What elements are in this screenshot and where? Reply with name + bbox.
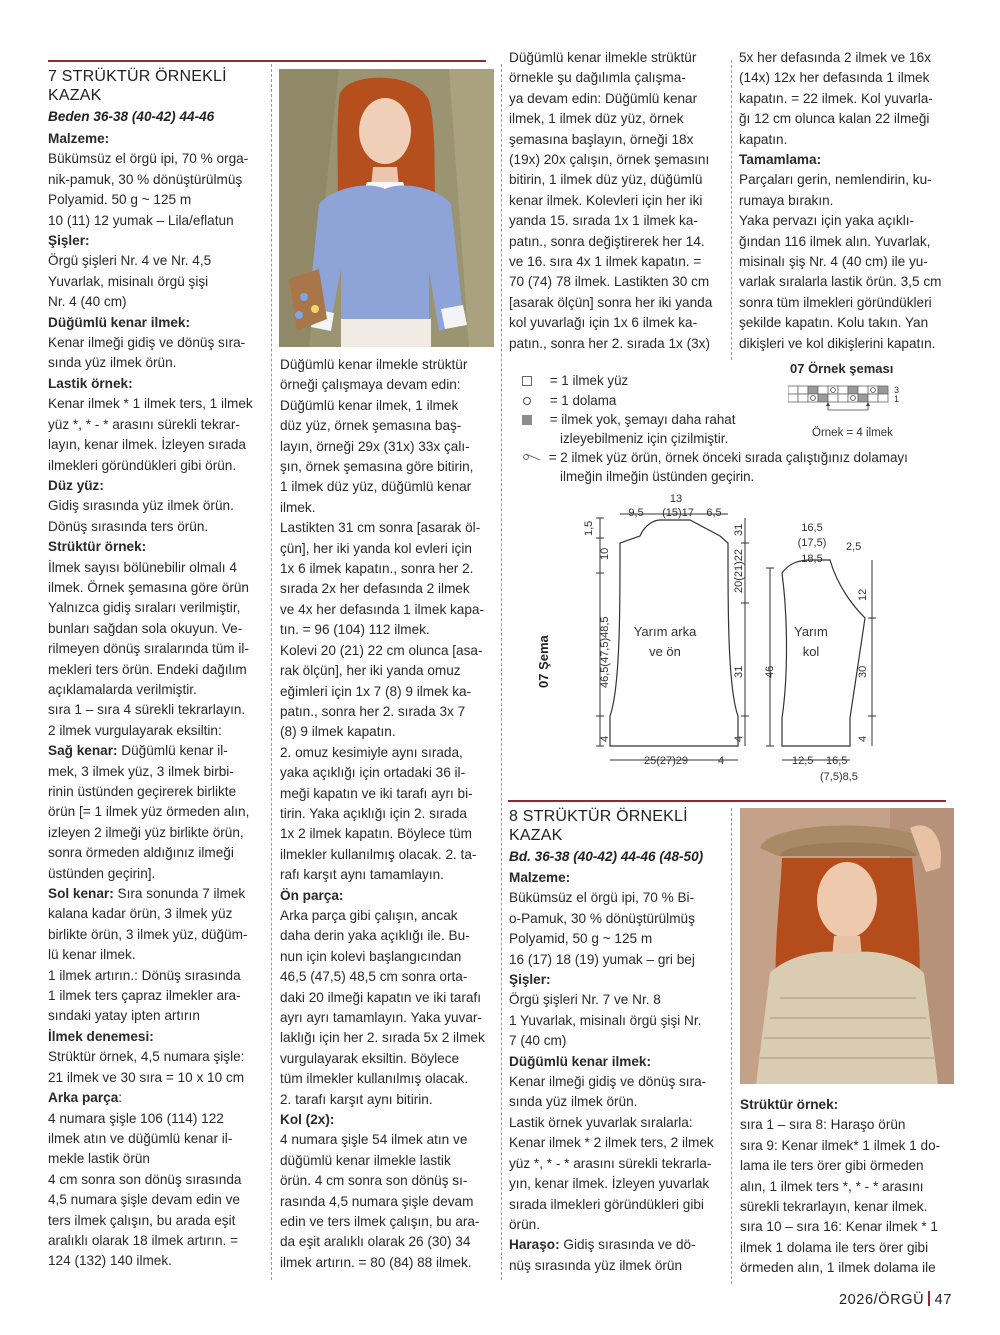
dim-sleeve-18-5: 18,5 [801,553,823,565]
text-line: ilmek. Örnek şemasına göre örün [48,579,249,595]
text-line [48,741,264,761]
text-line: rinin üstünden geçirerek birlikte [48,784,237,799]
text-line: mek, 3 ilmek yüz, 3 ilmek birbi- [48,763,234,779]
text-line: yaka açıklığı için ortadaki 36 il- [280,765,466,781]
text-line: ğından 116 ilmek alın. Yuvarlak, [739,233,931,249]
text-line: sonra örmeden aldığınız ilmeği [48,845,234,861]
column-divider-3 [731,60,732,360]
pattern-8-title-line1: 8 STRÜKTÜR ÖRNEKLİ [509,808,688,825]
magazine-issue: 2026/ÖRGÜ [838,1292,925,1308]
woman-lilac-sweater-image [279,69,494,347]
text-line: Düğümlü kenar ilmek: [48,314,191,330]
text-line: dikişleri ve kol dikişlerini kapatın. [739,335,936,351]
pattern-7-title-line1: 7 STRÜKTÜR ÖRNEKLİ [48,68,227,85]
text-line: Kolevi 20 (21) 22 cm olunca [asa- [280,642,483,658]
text-line: Strüktür örnek, 4,5 numara şişle: [48,1049,245,1065]
pattern-8-title-line2: KAZAK [509,826,563,844]
pattern-7-size: Beden 36-38 (40-42) 44-46 [48,109,215,124]
text-line [48,1088,264,1108]
text-line: Ön parça: [280,887,344,903]
page-footer [839,1291,952,1308]
text-line: ilmek 1 dolama ile ters örer gibi [740,1239,929,1255]
text-line: Kenar ilmeği gidiş ve dönüş sıra- [509,1074,707,1090]
text-line-lead: Haraşo: [509,1237,564,1253]
text-line: 70 (74) 78 ilmek. Lastikten 30 cm [509,274,710,290]
text-line: meği kapatın ve iki tarafı ayrı bi- [280,785,473,801]
dim-sleeve-17-5: (17,5) [797,537,827,549]
text-line: şın, örnek şemasına göre bitirin, [280,459,474,475]
text-line: kapatın. = 22 ilmek. Kol yuvarla- [739,90,933,106]
legend-item-yarnover: = 1 dolama [522,391,616,410]
text-line: 16 (17) 18 (19) yumak – gri bej [509,951,695,967]
text-line: açıklamalarda verilmiştir. [48,681,197,697]
text-line: (14x) 12x her defasında 1 ilmek [739,70,930,86]
pattern-8-column-2 [740,1095,955,1279]
dim-left-10: 10 [599,547,611,560]
text-line: 124 (132) 140 ilmek. [48,1253,172,1269]
text-line: 2. tarafı karşıt aynı bitirin. [280,1091,433,1107]
text-line: Düğümlü kenar ilmek: [509,1053,652,1069]
text-line: Malzeme: [48,131,110,146]
text-line-lead: Sol kenar: [48,886,118,902]
text-line: o-Pamuk, 30 % dönüştürülmüş [509,910,695,926]
text-line-lead: Arka parça [48,1090,119,1106]
text-line: ilmek atın ve düğümlü kenar il- [48,1130,233,1146]
text-line: 1 ilmek ters çapraz ilmekler ara- [48,988,241,1004]
text-line: üstünden geçirin]. [48,865,156,881]
text-line: kenar ilmek. Kolevleri için her iki [509,192,703,208]
text-line: kol yuvarlağı için 1x 6 ilmek ka- [509,315,698,331]
text-line: Polyamid. 50 g ~ 125 m [48,192,192,208]
text-line: Kol (2x): [280,1112,335,1128]
text-line: rumaya bırakın. [739,192,834,208]
page-number: 47 [934,1292,952,1308]
text-line: yın, kenar ilmek. İzleyen yuvarlak [509,1176,710,1192]
column-divider-2 [501,64,502,1280]
dim-sleeve-16-5: 16,5 [801,522,823,534]
text-line: Arka parça gibi çalışın, ancak [280,907,458,923]
dim-left-1-5: 1,5 [583,520,595,536]
text-line: patın., sonra her 2. sırada 3x 7 [280,703,466,719]
text-line: kapatın. [739,131,788,147]
text-line: Parçaları gerin, nemlendirin, ku- [739,172,932,188]
stitch-chart-row-3-label: 3 [894,385,900,395]
text-line: varlak sıralarla lastik örün. 3,5 cm [739,274,942,290]
text-line: Lastikten 31 cm sonra [asarak öl- [280,520,481,536]
text-line: İlmek denemesi: [48,1028,154,1044]
text-line: yanda 15. sırada 1x 1 ilmek ka- [509,213,698,229]
body-label-2: ve ön [649,644,681,659]
text-line: edin ve ters ilmek çalışın, bu ara- [280,1214,480,1230]
text-line: Polyamid, 50 g ~ 125 m [509,931,653,947]
text-line: patın., sonra her 2. sırada 1x (3x) [509,335,710,351]
text-line: laklığı için her 2. sırada 5x 2 ilmek [280,1030,485,1046]
chart-legend [522,371,952,491]
text-line: eğimleri için 1x 7 (8) 9 ilmek ka- [280,683,472,699]
dim-left-46-5: 46,5(47,5)48,5 [599,616,611,688]
text-line [509,1235,725,1255]
text-line: alın, 1 ilmek ters *, * - * arasını [740,1178,924,1194]
text-line: rilmeyen dönüş sıralarında tüm il- [48,641,249,657]
section-rule-p8 [508,800,946,802]
text-line-body: Gidiş sırasında ve dö- [563,1237,696,1253]
text-line: rasında 4,5 numara şişle devam [280,1193,474,1209]
pass-over-icon [522,452,542,462]
dim-top-6-5: 6,5 [706,507,722,519]
text-line: 1x 6 ilmek kapatın., sonra her 2. [280,561,474,577]
text-line: düğümlü kenar ilmekle lastik [280,1152,451,1168]
sleeve-outline [782,560,865,746]
dim-left-4: 4 [599,735,611,742]
text-line: 4 numara şişle 54 ilmek atın ve [280,1132,468,1148]
text-line: 10 (11) 12 yumak – Lila/eflatun [48,212,234,228]
text-line: 21 ilmek ve 30 sıra = 10 x 10 cm [48,1069,245,1085]
text-line-lead: Sağ kenar: [48,743,122,759]
stitch-chart-title: 07 Örnek şeması [790,361,894,376]
pattern-8-column-1 [509,868,725,1276]
text-line: ters ilmek çalışın, bu arada eşit [48,1212,236,1228]
text-line: Örgü şişleri Nr. 7 ve Nr. 8 [509,992,661,1008]
text-line: Örgü şişleri Nr. 4 ve Nr. 4,5 [48,253,212,269]
pattern-7-column-1 [48,129,264,1272]
text-line: layın, kenar ilmek. İzleyen sırada [48,437,246,453]
empty-square-icon [522,376,532,386]
text-line: kalana kadar örün, 3 ilmek yüz [48,906,233,922]
text-line: sıra 1 – sıra 8: Haraşo örün [740,1117,906,1133]
text-line: Düğümlü kenar ilmek, 1 ilmek [280,397,459,413]
text-line: Tamamlama: [739,152,822,168]
text-line: (8) 9 ilmek kapatın. [280,724,396,740]
circle-icon [523,397,531,405]
dim-right-31: 31 [733,523,745,536]
legend-item-no-stitch: = ilmek yok, şemayı daha rahat [522,410,735,429]
text-line: ilmek. [280,499,316,515]
text-line: Kenar ilmeği gidiş ve dönüş sıra- [48,335,246,351]
text-line: da eşit aralıklı olarak 26 (30) 34 [280,1234,471,1250]
text-line: Yuvarlak, misinalı örgü şişi [48,273,209,289]
text-line: sürekli tekrarlayın, kenar ilmek. [740,1199,928,1215]
text-line: Bükümsüz el örgü ipi, 70 % Bi- [509,890,695,906]
text-line: 5x her defasında 2 ilmek ve 16x [739,50,931,65]
text-line: Strüktür örnek: [740,1097,839,1112]
text-line: Yalnızca gidiş sıraları verilmiştir, [48,600,241,616]
text-line: bitirin, 1 ilmek düz yüz, düğümlü [509,172,703,188]
text-line: örnekle şu dağılımla çalışma- [509,70,686,86]
text-line: ilmek, 1 ilmek düz yüz, örnek [509,111,684,127]
text-line: Nr. 4 (40 cm) [48,294,127,310]
text-line: Düğümlü kenar ilmekle strüktür [509,50,697,65]
legend-item-knit: = 1 ilmek yüz [522,371,628,390]
text-line: İlmek sayısı bölünebilir olmalı 4 [48,559,237,575]
text-line: 1 ilmek düz yüz, düğümlü kenar [280,479,472,495]
text-line: nik-pamuk, 30 % dönüştürülmüş [48,171,243,187]
text-line: örün. 4 cm sonra son dönüş sı- [280,1173,468,1189]
text-line: sıra 1 – sıra 4 sürekli tekrarlayın. [48,702,246,718]
pattern-7-column-2 [280,355,494,1273]
stitch-chart-repeat-label: Örnek = 4 ilmek [812,427,893,439]
text-line: sında yüz ilmek örün. [509,1094,638,1110]
text-line: 46,5 (47,5) 48,5 cm sonra orta- [280,969,468,985]
column-divider-1 [271,64,272,1280]
text-line: şekilde kapatın. Kolu takın. Yan [739,315,929,331]
text-line: (19x) 20x çalışın, örnek şemasını [509,152,710,168]
text-line: sıra 9: Kenar ilmek* 1 ilmek 1 do- [740,1137,941,1153]
text-line: nüş sırasında yüz ilmek örün [509,1257,683,1273]
text-line: rak ölçün], her iki yanda omuz [280,663,461,679]
stitch-chart-row-1-label: 1 [894,394,900,404]
text-line: çün], her iki yanda kol evleri için [280,540,472,556]
text-line: 4,5 numara şişle devam edin ve [48,1192,240,1208]
text-line: 4 numara şişle 106 (114) 122 [48,1110,224,1126]
text-line-body: Düğümlü kenar il- [121,743,228,759]
dim-sleeve-16-5b: 16,5 [826,755,848,767]
schematic-title: 07 Şema [536,635,551,688]
text-line [48,884,264,904]
text-line: nun için kolevi başlangıcından [280,948,462,964]
woman-beige-sweater-image [740,808,954,1084]
text-line: Dönüş sırasında ters örün. [48,518,209,534]
text-line: tirin. Yaka açıklığı için 2. sırada [280,805,467,821]
text-line: sındaki yatay ipten artırın [48,1008,200,1024]
text-line: ve 4x her defasında 1 ilmek kapa- [280,601,485,617]
text-line: 1 ilmek artırın.: Dönüş sırasında [48,967,241,983]
text-line: Kenar ilmek * 1 ilmek ters, 1 ilmek [48,396,253,412]
text-line: örneği çalışmaya devam edin: [280,377,461,393]
text-line: Kenar ilmek * 2 ilmek ters, 2 ilmek [509,1135,714,1151]
text-line: rafı karşıt aynı tamamlayın. [280,867,444,883]
text-line: patın., sonra değiştirerek her 14. [509,233,705,249]
text-line: layın, örneği 29x (31x) 33x çalı- [280,438,470,454]
dim-right-20-22: 20(21)22 [733,548,745,593]
text-line: lama ile ters örer gibi örmeden [740,1158,924,1174]
text-line: örün. [509,1216,540,1232]
text-line: 7 (40 cm) [509,1033,567,1049]
text-line: Gidiş sırasında yüz ilmek örün. [48,498,234,514]
footer-divider [928,1291,930,1306]
text-line: ilmek artırın. = 80 (84) 88 ilmek. [280,1254,472,1270]
dim-sleeve-4: 4 [857,735,869,742]
text-line: izleyen 2 ilmeği yüz birlikte örün, [48,824,244,840]
text-line: Lastik örnek: [48,375,133,391]
text-line: ilmekleri göründükleri gibi örün. [48,457,237,473]
text-line-body: Sıra sonunda 7 ilmek [117,886,246,902]
dim-top-13: 13 [669,493,683,505]
text-line: şemasına başlayın, örneği 18x [509,131,694,147]
text-line: Düz yüz: [48,477,104,493]
dim-sleeve-12: 12 [857,588,869,601]
text-line: bunları sağdan sola okuyun. Ve- [48,620,243,636]
section-rule-top-left [48,60,486,62]
text-line: Yaka pervazı için yaka açıklı- [739,213,915,229]
text-line: 1 Yuvarlak, misinalı örgü şişi Nr. [509,1012,702,1028]
text-line: ayrı ayrı tamamlayın. Yaka yuvar- [280,1010,482,1025]
text-line: ve 16. sıra 4x 1 ilmek kapatın. = [509,254,702,270]
text-line: düz yüz, örnek şemasına baş- [280,418,462,434]
text-line: yüz *, * - * arasını sürekli tekrarla- [509,1155,712,1171]
text-line: Strüktür örnek: [48,539,147,555]
column-divider-4 [731,808,732,1284]
dim-bottom-25-29: 25(27)29 [643,755,689,767]
text-line: 1x 2 ilmek kapatın. Böylece tüm [280,826,472,842]
pattern-8-header [509,808,731,867]
text-line: misinalı şiş Nr. 4 (40 cm) ile yu- [739,254,928,270]
text-line: daki 20 ilmeği kapatın ve iki tarafı [280,989,481,1005]
text-line: sırada ilmekleri göründükleri gibi [509,1196,704,1212]
text-line: ya devam edin: Düğümlü kenar [509,90,698,106]
legend-item-no-stitch-cont: izleyebilmeniz için çizilmiştir. [560,431,729,446]
pattern-8-size: Bd. 36-38 (40-42) 44-46 (48-50) [509,849,704,864]
text-line: 4 cm sonra son dönüş sırasında [48,1171,242,1187]
dim-mid-46: 46 [764,665,776,678]
text-line: sında yüz ilmek örün. [48,355,177,371]
text-line-body: : [118,1090,123,1106]
text-line: sırada 2x her defasında 2 ilmek [280,581,470,597]
dim-top-15-17: (15)17 [662,507,694,519]
dim-sleeve-12-5: 12,5 [792,755,814,767]
dim-sleeve-2-5: 2,5 [846,541,862,553]
text-line: ğı 12 cm olunca kalan 22 ilmeği [739,111,930,127]
text-line: 2. omuz kesimiyle aynı sırada, [280,744,463,760]
text-line: Şişler: [48,233,90,249]
text-line: tın. = 96 (104) 112 ilmek. [280,622,430,638]
text-line: sonra tüm ilmekleri göründükleri [739,294,932,310]
dim-right-4: 4 [733,735,745,742]
garment-schematic [520,488,950,793]
dim-sleeve-7-5-8-5: (7,5)8,5 [820,771,858,783]
dim-bottom-4: 4 [718,755,725,767]
text-line: Bükümsüz el örgü ipi, 70 % orga- [48,151,249,167]
filled-square-icon [522,415,532,425]
text-line: 2 ilmek vurgulayarak eksiltin: [48,722,222,738]
sweater-photo-beige [740,808,954,1084]
text-line: tüm ilmekler kullanılmış olacak. [280,1071,469,1087]
text-line: vurgulayarak eksiltin. Böylece [280,1050,460,1066]
text-line: [asarak ölçün] sonra her iki yanda [509,294,713,310]
text-line: mekle lastik örün [48,1151,150,1167]
text-line: Düğümlü kenar ilmekle strüktür [280,357,468,372]
text-line: örmeden alın, 1 ilmek dolama ile [740,1260,936,1276]
pattern-7-header [48,68,270,127]
text-line: Şişler: [509,972,551,988]
legend-item-pass-over-cont: ilmeğin ilmeğin üstünden geçirin. [560,469,755,484]
pattern-7-title-line2: KAZAK [48,86,102,104]
text-line: örün [= 1 ilmek yüz örmeden alın, [48,804,250,820]
sleeve-label-1: Yarım [794,624,828,639]
text-line: daha derin yaka açıklığı ile. Bu- [280,928,470,944]
dim-top-9-5: 9,5 [628,507,644,519]
text-line: Lastik örnek yuvarlak sıralarla: [509,1114,693,1130]
sweater-photo-lilac [279,69,494,347]
text-line: yüz *, * - * arasını sürekli tekrar- [48,416,240,432]
text-line: sıra 10 – sıra 16: Kenar ilmek * 1 [740,1219,938,1235]
text-line: aralıklı olarak 18 ilmek artırın. = [48,1232,239,1248]
dim-mid-31: 31 [733,665,745,678]
text-line: Malzeme: [509,870,571,885]
legend-item-pass-over: = 2 ilmek yüz örün, örnek önceki sırada çalıştığınız dolamayı [522,448,908,467]
text-line: mekleri ters örün. Endeki dağılım [48,661,247,677]
text-line: lü kenar ilmek. [48,947,136,963]
sleeve-label-2: kol [802,644,820,659]
text-line: birlikte örün, 3 ilmek yüz, düğüm- [48,926,248,942]
text-line: ilmekler kullanılmış olacak. 2. ta- [280,846,477,862]
pattern-7-column-3 [509,48,725,354]
dim-sleeve-30: 30 [857,665,869,678]
pattern-7-column-4 [739,48,955,354]
body-label-1: Yarım arka [633,624,697,639]
